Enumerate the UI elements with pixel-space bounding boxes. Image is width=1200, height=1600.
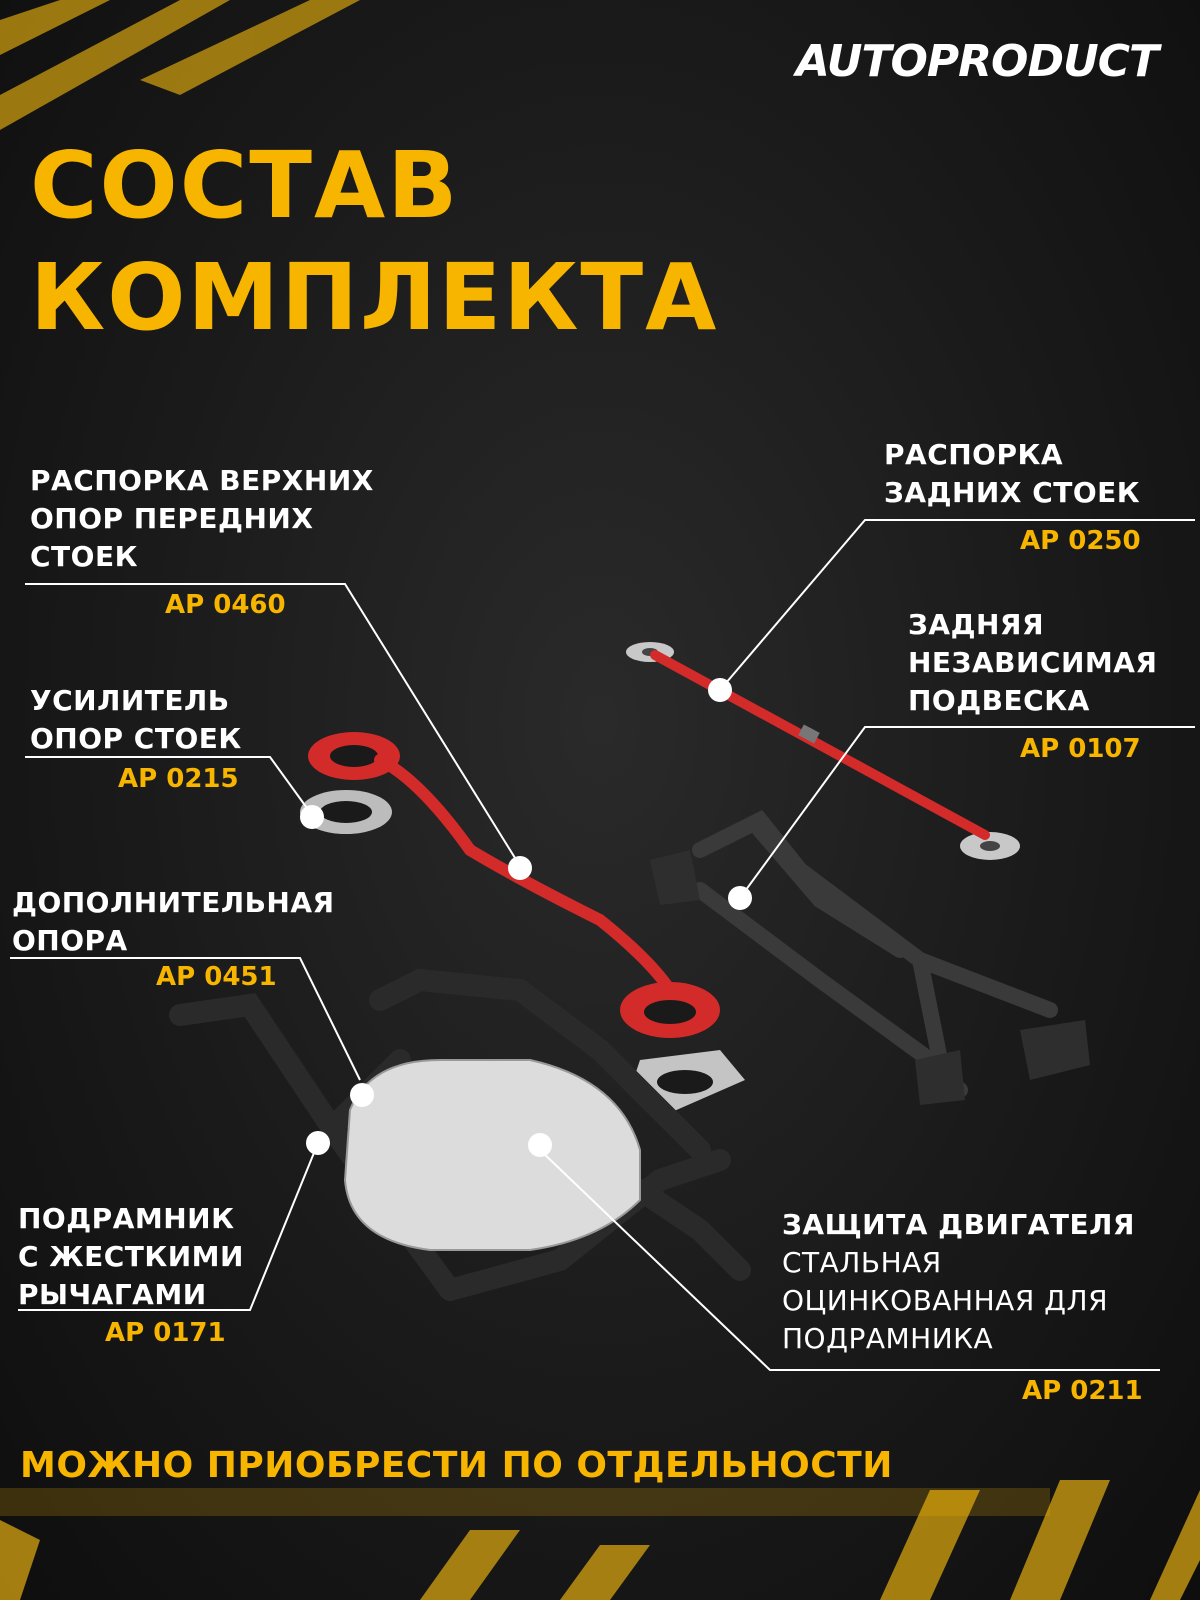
code-rear-suspension: AP 0107	[1020, 734, 1141, 764]
callout-front-strut-brace	[30, 462, 374, 576]
callout-line: С ЖЕСТКИМИ	[18, 1240, 244, 1273]
callout-line: ПОДРАМНИКА	[782, 1322, 994, 1355]
callout-line: РАСПОРКА ВЕРХНИХ	[30, 464, 374, 497]
callout-line: НЕЗАВИСИМАЯ	[908, 646, 1158, 679]
callout-line: ЗАДНЯЯ	[908, 608, 1045, 641]
page-title	[30, 130, 718, 354]
callout-line: ПОДРАМНИК	[18, 1202, 235, 1235]
callout-line: ОЦИНКОВАННАЯ ДЛЯ	[782, 1284, 1109, 1317]
callout-rear-suspension	[908, 606, 1157, 720]
code-engine-guard: AP 0211	[1022, 1376, 1143, 1406]
rear-suspension-part	[700, 820, 1050, 1090]
code-front-strut-brace: AP 0460	[165, 590, 286, 620]
engine-guard-part	[345, 1060, 640, 1250]
callout-line: СТОЕК	[30, 540, 138, 573]
title-line-2: КОМПЛЕКТА	[30, 244, 719, 351]
callout-line: ОПОРА	[12, 924, 128, 957]
dot-engine-guard	[528, 1133, 552, 1157]
callout-heading: ЗАЩИТА ДВИГАТЕЛЯ	[782, 1208, 1135, 1241]
callout-line: УСИЛИТЕЛЬ	[30, 684, 230, 717]
callout-line: ОПОР ПЕРЕДНИХ	[30, 502, 314, 535]
brand-logo: AUTOPRODUCT	[795, 36, 1158, 87]
dot-subframe	[306, 1131, 330, 1155]
callout-subframe	[18, 1200, 244, 1314]
callout-line: РЫЧАГАМИ	[18, 1278, 207, 1311]
callout-engine-guard	[782, 1206, 1135, 1358]
title-line-1: СОСТАВ	[30, 132, 460, 239]
hazard-stripes-top	[0, 0, 360, 130]
callout-rear-strut-brace	[884, 436, 1140, 512]
callout-line: СТАЛЬНАЯ	[782, 1246, 942, 1279]
code-strut-reinforcement: AP 0215	[118, 764, 239, 794]
callout-line: ПОДВЕСКА	[908, 684, 1090, 717]
dot-rear-strut-brace	[708, 678, 732, 702]
callout-line: ЗАДНИХ СТОЕК	[884, 476, 1141, 509]
footer-underline	[0, 1488, 1050, 1516]
callout-strut-reinforcement	[30, 682, 242, 758]
code-subframe: AP 0171	[105, 1318, 226, 1348]
footer-note: МОЖНО ПРИОБРЕСТИ ПО ОТДЕЛЬНОСТИ	[20, 1445, 893, 1486]
dot-strut-reinforcement	[300, 805, 324, 829]
callout-line: РАСПОРКА	[884, 438, 1064, 471]
callout-line: ДОПОЛНИТЕЛЬНАЯ	[12, 886, 335, 919]
code-rear-strut-brace: AP 0250	[1020, 526, 1141, 556]
dot-rear-suspension	[728, 886, 752, 910]
callout-extra-support	[12, 884, 335, 960]
dot-extra-support	[350, 1083, 374, 1107]
callout-line: ОПОР СТОЕК	[30, 722, 242, 755]
code-extra-support: AP 0451	[156, 962, 277, 992]
dot-front-strut-brace	[508, 856, 532, 880]
